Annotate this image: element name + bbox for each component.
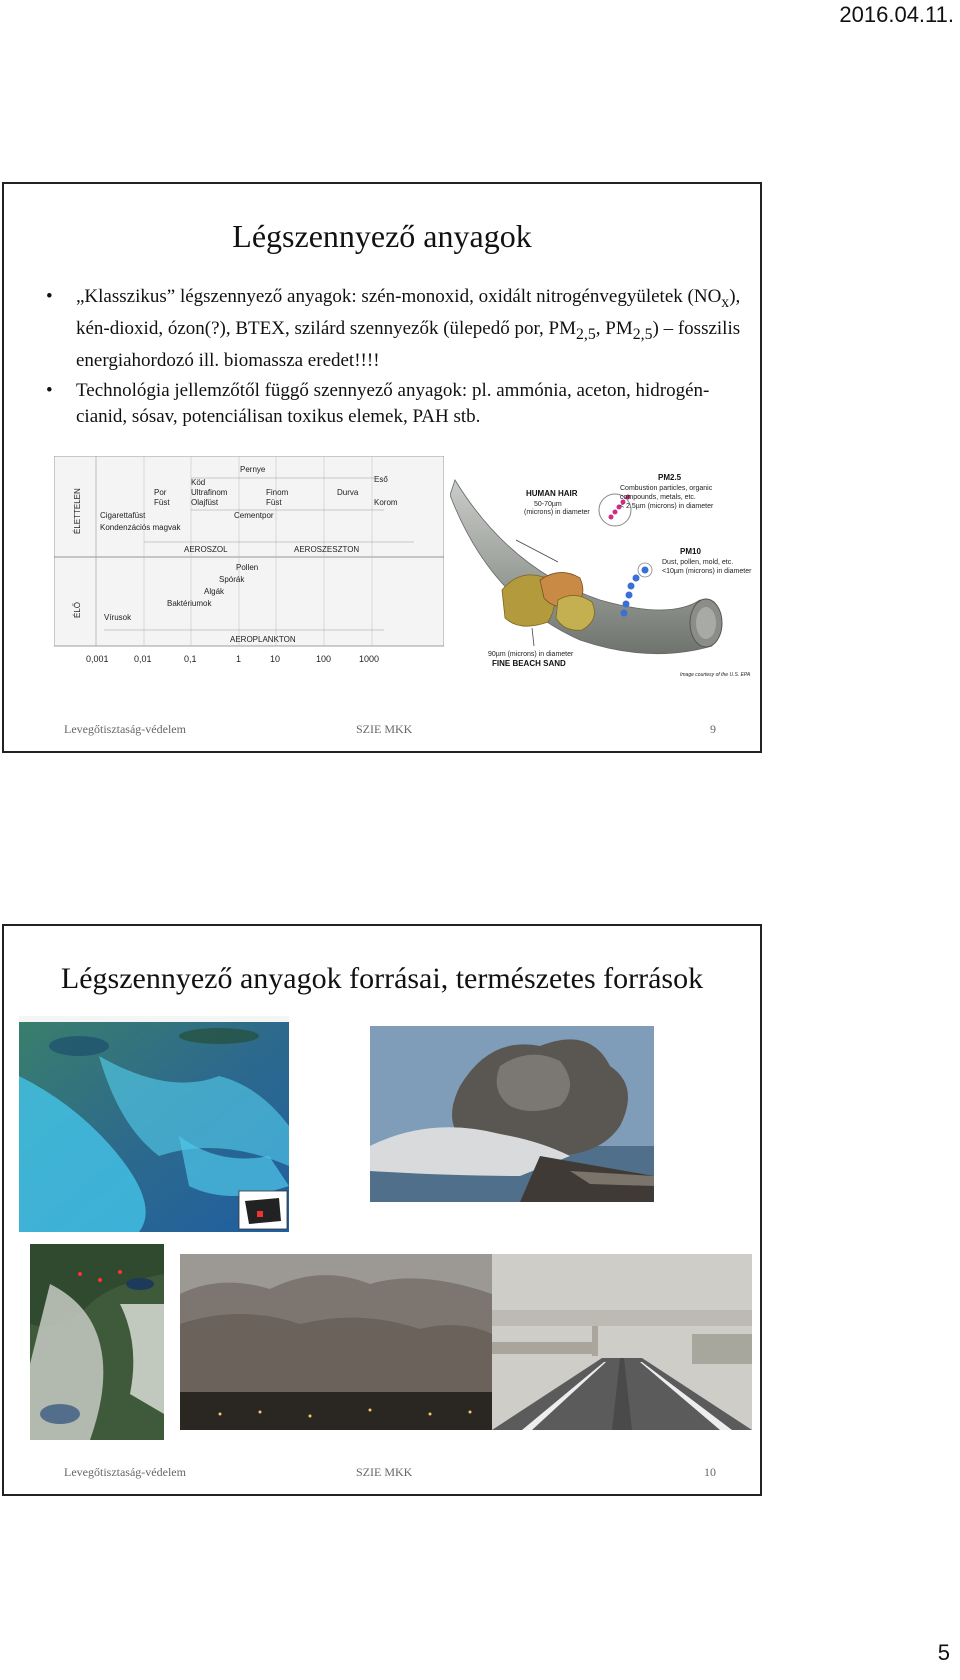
pm25-desc-2: compounds, metals, etc. [620,494,696,501]
dust-storm-image [180,1254,492,1430]
bullet-text: „Klasszikus” légszennyező anyagok: szén-monoxid, oxidált nitrogénvegyületek (NO [76,286,722,307]
label-ultrafinom: Ultrafinom [191,488,228,497]
pm25-desc-1: Combustion particles, organic [620,485,713,492]
image-credit: Image courtesy of the U.S. EPA [680,672,751,678]
label-olajfust: Olajfüst [191,498,219,507]
page-number: 5 [937,1640,950,1665]
label-living: ÉLŐ [73,601,82,618]
label-pollen: Pollen [236,563,259,572]
pm10-desc-2: <10µm (microns) in diameter [662,568,752,575]
page-date: 2016.04.11. [839,2,954,27]
label-durva: Durva [337,488,359,497]
pm10-label: PM10 [680,547,701,556]
satellite-fire-smoke-image [30,1244,164,1440]
axis-tick: 100 [316,654,332,664]
axis-tick: 0,1 [184,654,197,664]
axis-tick: 1 [236,654,242,664]
footer-slide-number: 9 [710,722,716,736]
slide-title: Légszennyező anyagok [232,218,532,254]
bullet-text: ) – fosszilis energiahordozó ill. biomassza eredet!!!! [76,317,741,371]
label-aeroszeszton: AEROSZESZTON [294,545,360,554]
label-cigarettafust: Cigarettafüst [100,511,146,520]
foggy-highway-image [492,1254,752,1430]
label-aeroszol: AEROSZOL [184,545,228,554]
subscript: 2,5 [632,325,653,343]
slide-10 [2,924,762,1496]
pm-size-comparison-image [450,450,760,690]
sand-size: 90µm (microns) in diameter [488,651,574,658]
label-virusok: Vírusok [104,613,132,622]
footer-institution: SZIE MKK [356,722,413,736]
bullet-list [42,284,742,434]
axis-tick: 1000 [359,654,380,664]
label-pernye: Pernye [240,465,266,474]
hair-label: HUMAN HAIR [526,489,578,498]
label-eso: Eső [374,475,388,484]
label-fust2: Füst [266,498,282,507]
slide-9 [2,182,762,753]
pm25-desc-3: < 2.5µm (microns) in diameter [620,503,714,510]
label-aeroplankton: AEROPLANKTON [230,635,296,644]
label-sporak: Spórák [219,575,245,584]
footer-institution: SZIE MKK [356,1465,413,1479]
label-kondenzacios: Kondenzációs magvak [100,523,181,532]
sand-label: FINE BEACH SAND [492,659,566,668]
label-kod: Köd [191,478,206,487]
slide-title: Légszennyező anyagok forrásai, természetes források [60,962,704,995]
axis-tick: 0,01 [134,654,152,664]
bullet-technology-pollutants: • Technológia jellemzőtől függő szennyező anyagok: pl. ammónia, aceton, hidrogén-cianid, sósav, potenciálisan toxikus elemek, PAH stb. [42,378,742,430]
subscript: x [721,293,730,311]
label-bakteriumok: Baktériumok [167,599,212,608]
subscript: 2,5 [575,325,596,343]
hair-desc: (microns) in diameter [524,509,590,516]
satellite-smoke-image [19,1016,289,1232]
footer-slide-number: 10 [704,1465,716,1479]
hair-size: 50-70µm [534,501,562,508]
label-nonliving: ÉLETTELEN [73,488,82,534]
axis-tick: 10 [270,654,281,664]
particle-size-diagram [54,456,444,671]
pm25-label: PM2.5 [658,473,682,482]
footer-course: Levegőtisztaság-védelem [64,1465,186,1479]
label-por: Por [154,488,167,497]
label-korom: Korom [374,498,398,507]
label-cementpor: Cementpor [234,511,274,520]
bullet-text: ), kén-dioxid, ózon(?), BTEX, szilárd szennyezők (ülepedő por, PM [76,286,741,339]
footer-course: Levegőtisztaság-védelem [64,722,186,736]
pm10-desc-1: Dust, pollen, mold, etc. [662,559,734,566]
volcano-eruption-image [370,1026,654,1202]
label-algak: Algák [204,587,225,596]
label-fust1: Füst [154,498,170,507]
label-finom: Finom [266,488,289,497]
axis-tick: 0,001 [86,654,109,664]
bullet-classic-pollutants [42,284,742,374]
bullet-text: , PM [595,317,633,339]
